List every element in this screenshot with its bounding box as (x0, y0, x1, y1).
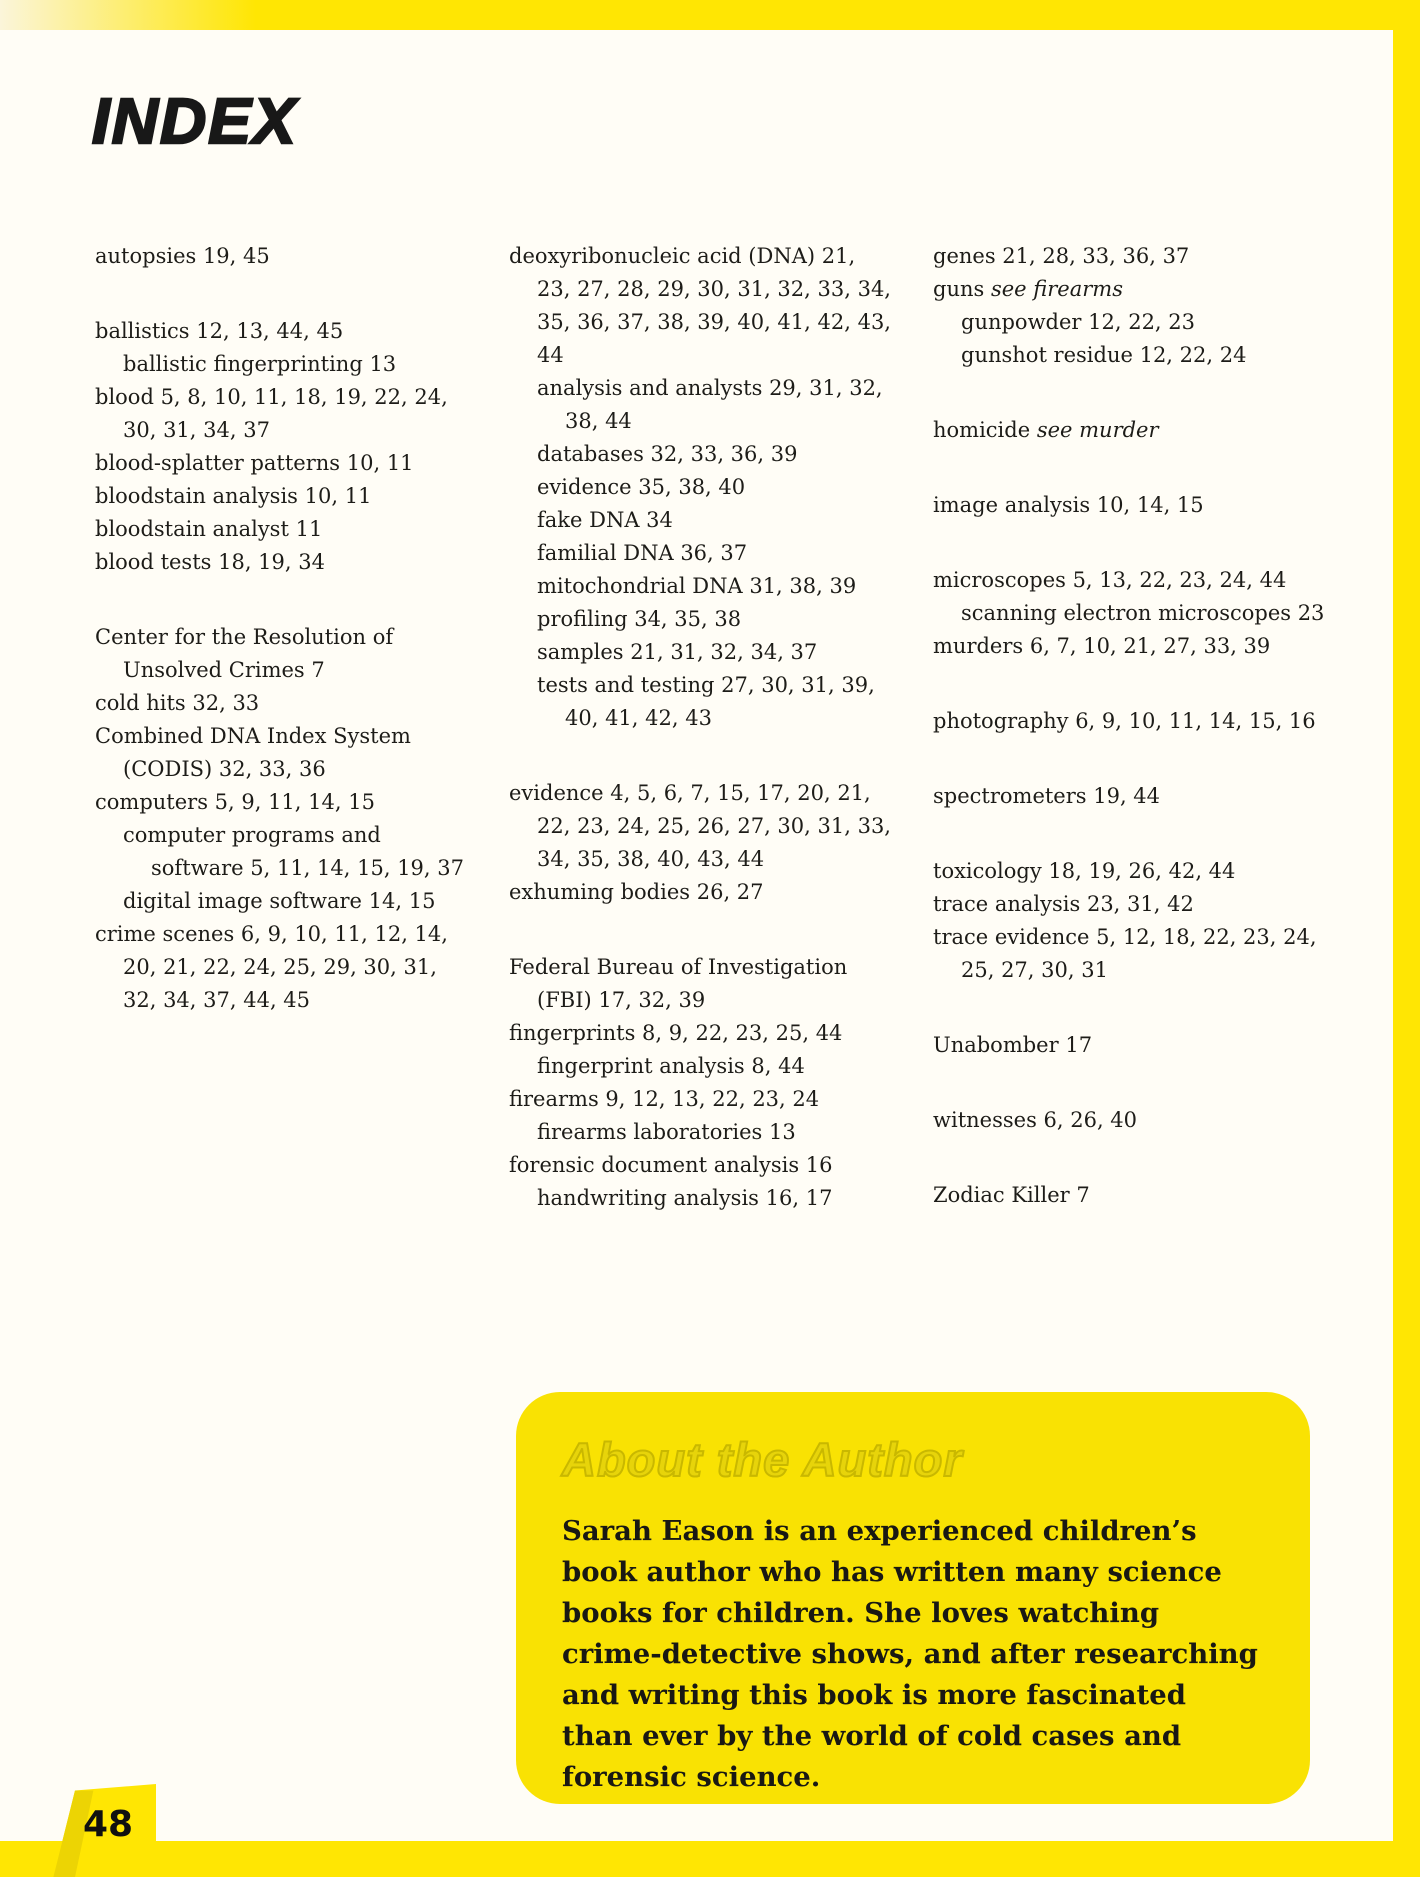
index-column-3 (933, 240, 1333, 1257)
index-entry: digital image software 14, 15 (123, 889, 436, 913)
index-entry: blood tests 18, 19, 34 (95, 550, 325, 574)
index-entry: trace analysis 23, 31, 42 (933, 892, 1194, 916)
about-body-text: Sarah Eason is an experienced children’s book author who has written many science books for children. She loves watching crime-detective shows, and after researching and writing this book is more fascinated than ever by the world of cold cases and forensic science. (562, 1515, 1258, 1793)
index-column-1 (95, 240, 469, 1257)
cross-reference: see firearms (990, 277, 1123, 301)
index-entry: familial DNA 36, 37 (537, 541, 748, 565)
index-entry: fake DNA 34 (537, 508, 673, 532)
index-entry: genes 21, 28, 33, 36, 37 (933, 244, 1190, 268)
page-title: INDEX (92, 85, 298, 157)
index-columns (95, 240, 1333, 1257)
index-entry: bloodstain analysis 10, 11 (95, 484, 372, 508)
index-entry: computers 5, 9, 11, 14, 15 (95, 790, 375, 814)
index-entry: firearms laboratories 13 (537, 1120, 796, 1144)
index-entry: gunshot residue 12, 22, 24 (961, 343, 1247, 367)
index-group (933, 489, 1333, 522)
index-entry: autopsies 19, 45 (95, 244, 270, 268)
page-number-marker (48, 1784, 156, 1877)
index-entry: computer programs and software 5, 11, 14, 15, 19, 37 (123, 823, 464, 880)
index-entry: samples 21, 31, 32, 34, 37 (537, 640, 818, 664)
index-entry: trace evidence 5, 12, 18, 22, 23, 24, 25, 27, 30, 31 (933, 925, 1317, 982)
index-entry: gunpowder 12, 22, 23 (961, 310, 1196, 334)
index-group (509, 951, 893, 1215)
page-border-bottom (0, 1841, 1420, 1877)
index-group (509, 240, 893, 735)
index-entry: witnesses 6, 26, 40 (933, 1108, 1138, 1132)
index-group (933, 855, 1333, 987)
index-entry: Federal Bureau of Investigation (FBI) 17, 32, 39 (509, 955, 848, 1012)
index-entry: photography 6, 9, 10, 11, 14, 15, 16 (933, 709, 1316, 733)
index-entry: scanning electron microscopes 23 (961, 601, 1325, 625)
index-entry: bloodstain analyst 11 (95, 517, 323, 541)
index-entry: toxicology 18, 19, 26, 42, 44 (933, 859, 1236, 883)
index-entry: tests and testing 27, 30, 31, 39, 40, 41, 42, 43 (537, 673, 875, 730)
index-entry: cold hits 32, 33 (95, 691, 260, 715)
index-entry: handwriting analysis 16, 17 (537, 1186, 833, 1210)
index-entry: Center for the Resolution of Unsolved Crimes 7 (95, 625, 394, 682)
index-entry: profiling 34, 35, 38 (537, 607, 742, 631)
index-entry: fingerprints 8, 9, 22, 23, 25, 44 (509, 1021, 843, 1045)
index-entry: guns see firearms (933, 277, 1123, 301)
index-entry: Combined DNA Index System (CODIS) 32, 33, 36 (95, 724, 411, 781)
index-entry: Zodiac Killer 7 (933, 1183, 1090, 1207)
index-entry: murders 6, 7, 10, 21, 27, 33, 39 (933, 634, 1271, 658)
cross-reference: see murder (1036, 418, 1159, 442)
index-entry: fingerprint analysis 8, 44 (537, 1054, 805, 1078)
index-entry: mitochondrial DNA 31, 38, 39 (537, 574, 857, 598)
index-group (933, 705, 1333, 738)
index-group (95, 315, 469, 579)
index-entry: deoxyribonucleic acid (DNA) 21, 23, 27, 28, 29, 30, 31, 32, 33, 34, 35, 36, 37, 38, 39, 40, 41, 42, 43, 44 (509, 244, 891, 367)
index-entry: ballistic fingerprinting 13 (123, 352, 397, 376)
index-entry: blood 5, 8, 10, 11, 18, 19, 22, 24, 30, 31, 34, 37 (95, 385, 448, 442)
index-entry: analysis and analysts 29, 31, 32, 38, 44 (537, 376, 883, 433)
index-group (95, 621, 469, 1017)
index-entry: firearms 9, 12, 13, 22, 23, 24 (509, 1087, 820, 1111)
index-entry: forensic document analysis 16 (509, 1153, 833, 1177)
index-group (933, 414, 1333, 447)
index-group (933, 780, 1333, 813)
page-border-right (1393, 0, 1420, 1877)
index-entry: blood-splatter patterns 10, 11 (95, 451, 414, 475)
index-entry: microscopes 5, 13, 22, 23, 24, 44 (933, 568, 1287, 592)
page-border-top (0, 0, 1420, 30)
index-group (933, 1179, 1333, 1212)
index-entry: crime scenes 6, 9, 10, 11, 12, 14, 20, 21, 22, 24, 25, 29, 30, 31, 32, 34, 37, 44, 45 (95, 922, 448, 1012)
about-the-author-box (516, 1392, 1310, 1804)
index-group (933, 564, 1333, 663)
index-entry: spectrometers 19, 44 (933, 784, 1161, 808)
index-column-2 (509, 240, 893, 1257)
index-entry: image analysis 10, 14, 15 (933, 493, 1204, 517)
index-group (933, 240, 1333, 372)
index-entry: evidence 4, 5, 6, 7, 15, 17, 20, 21, 22, 23, 24, 25, 26, 27, 30, 31, 33, 34, 35, 38, 40, 43, 44 (509, 781, 891, 871)
index-group (933, 1029, 1333, 1062)
index-entry: ballistics 12, 13, 44, 45 (95, 319, 344, 343)
index-group (509, 777, 893, 909)
index-group (933, 1104, 1333, 1137)
index-group (95, 240, 469, 273)
index-entry: databases 32, 33, 36, 39 (537, 442, 798, 466)
index-entry: exhuming bodies 26, 27 (509, 880, 764, 904)
about-heading: About the Author (562, 1433, 963, 1486)
index-entry: homicide see murder (933, 418, 1159, 442)
index-entry: Unabomber 17 (933, 1033, 1093, 1057)
page-number: 48 (83, 1804, 134, 1845)
index-entry: evidence 35, 38, 40 (537, 475, 746, 499)
